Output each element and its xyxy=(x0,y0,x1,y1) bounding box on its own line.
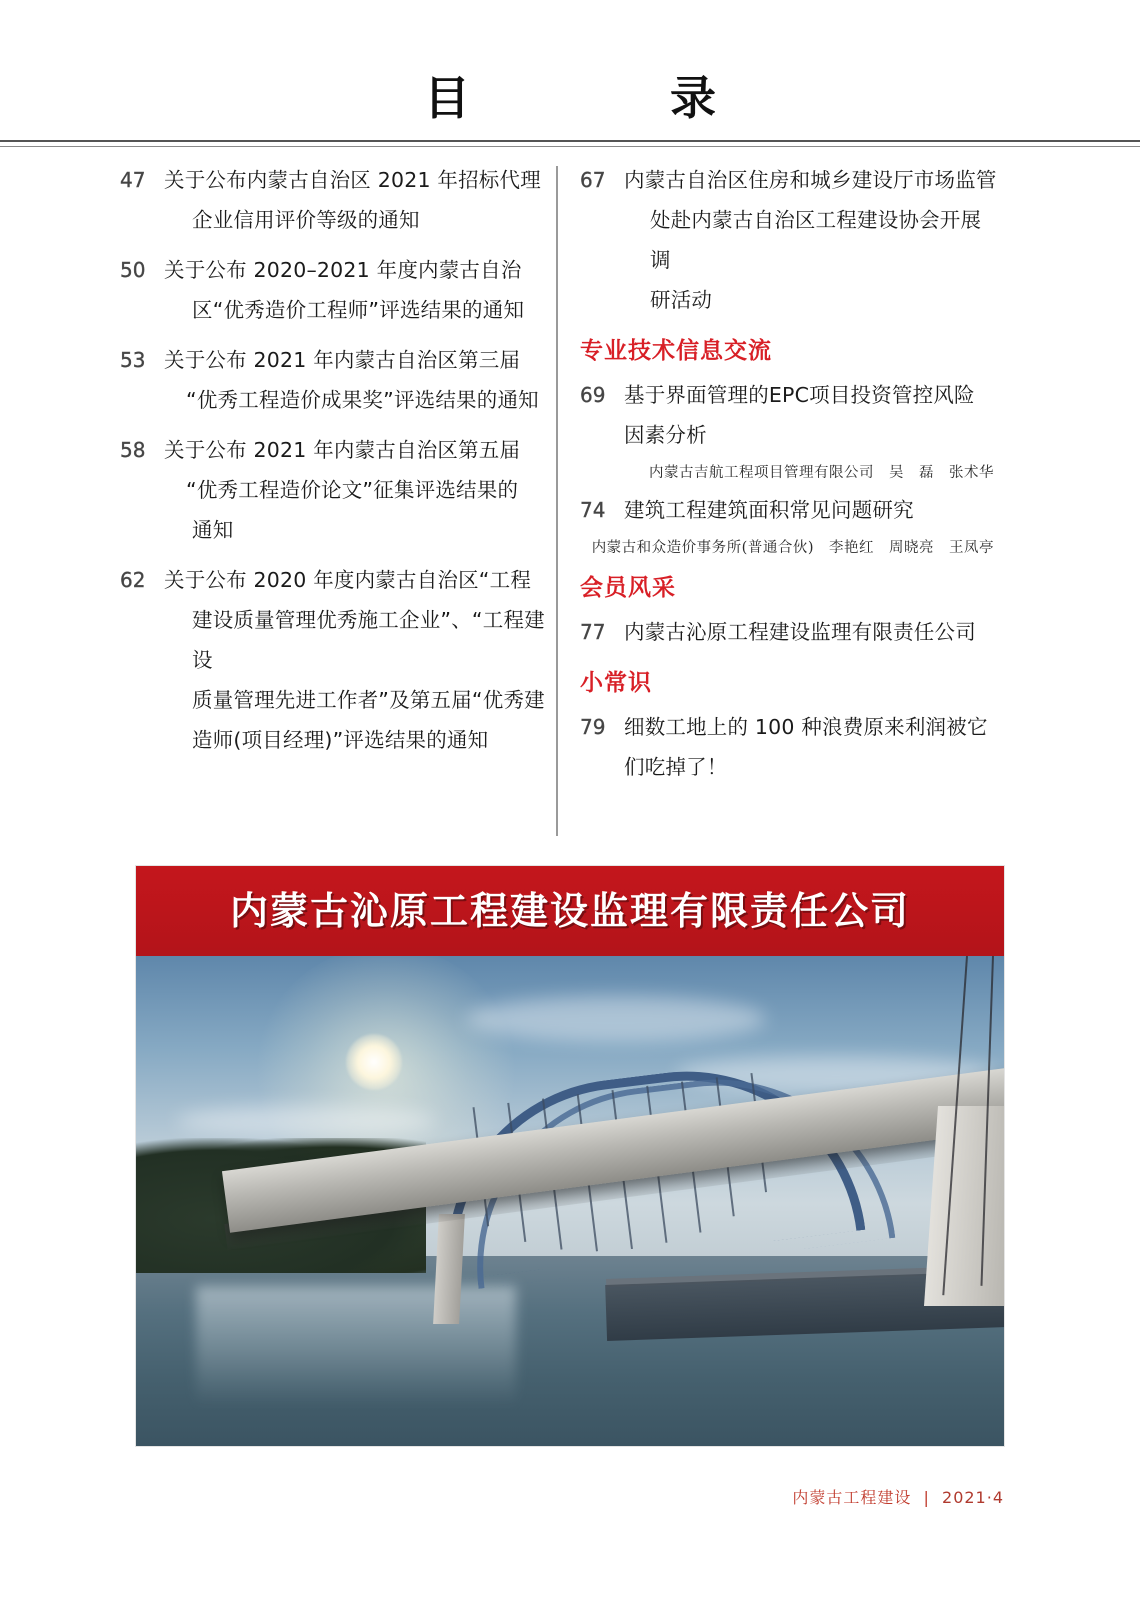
toc-page-number: 69 xyxy=(580,383,606,407)
toc-entry-authors: 内蒙古和众造价事务所(普通合伙) 李艳红 周晓亮 王凤亭 xyxy=(591,540,994,556)
toc-page-number: 50 xyxy=(120,258,146,282)
toc-entry-title: 细数工地上的 100 种浪费原来利润被它 们吃掉了！ xyxy=(624,715,988,779)
toc-right-column xyxy=(580,160,1000,797)
toc-page-number: 67 xyxy=(580,168,606,192)
toc-entry-title: 关于公布内蒙古自治区 2021 年招标代理 企业信用评价等级的通知 xyxy=(164,168,541,232)
toc-entry[interactable] xyxy=(120,160,550,240)
toc-entry[interactable] xyxy=(580,707,1000,787)
toc-entry-title: 关于公布 2021 年内蒙古自治区第三届 “优秀工程造价成果奖”评选结果的通知 xyxy=(164,348,539,412)
toc-page-number: 79 xyxy=(580,715,606,739)
toc-entry-title: 基于界面管理的EPC项目投资管控风险 因素分析 xyxy=(624,383,975,447)
toc-page-number: 62 xyxy=(120,568,146,592)
feature-photo-banner-text: 内蒙古沁原工程建设监理有限责任公司 xyxy=(229,888,910,933)
cloud-shape xyxy=(176,1106,436,1136)
toc-section-heading: 小常识 xyxy=(580,670,652,696)
page-footer xyxy=(792,1485,1004,1508)
sun-icon xyxy=(346,1034,402,1090)
toc-entry-title: 内蒙古沁原工程建设监理有限责任公司 xyxy=(624,620,976,644)
footer-publication: 内蒙古工程建设 xyxy=(792,1488,912,1507)
water-shimmer xyxy=(196,1286,516,1406)
header-rule-thin xyxy=(0,146,1140,147)
toc-entry[interactable] xyxy=(580,490,1000,530)
toc-entry-authors: 内蒙古吉航工程项目管理有限公司 吴 磊 张术华 xyxy=(649,465,994,481)
toc-page-number: 74 xyxy=(580,498,606,522)
toc-entry[interactable] xyxy=(580,375,1000,455)
feature-photo-image xyxy=(136,956,1004,1446)
toc-entry-title: 关于公布 2020–2021 年度内蒙古自治 区“优秀造价工程师”评选结果的通知 xyxy=(164,258,525,322)
feature-photo-block xyxy=(136,866,1004,1446)
toc-entry-title: 关于公布 2021 年内蒙古自治区第五届 “优秀工程造价论文”征集评选结果的 通知 xyxy=(164,438,521,542)
feature-photo-banner xyxy=(136,866,1004,956)
header-rule-thick xyxy=(0,140,1140,142)
bridge-abutment xyxy=(924,1106,1004,1306)
page-title: 目 录 xyxy=(424,71,752,125)
toc-section-heading: 专业技术信息交流 xyxy=(580,338,772,364)
toc-entry[interactable] xyxy=(120,340,550,420)
footer-issue: 2021·4 xyxy=(942,1488,1004,1507)
toc-page-number: 53 xyxy=(120,348,146,372)
toc-page-number: 77 xyxy=(580,620,606,644)
toc-entry-title: 关于公布 2020 年度内蒙古自治区“工程 建设质量管理优秀施工企业”、“工程建设 质量管理先进工作者”及第五届“优秀建 造师(项目经理)”评选结果的通知 xyxy=(164,568,545,752)
toc-entry[interactable] xyxy=(120,430,550,550)
toc-section-heading: 会员风采 xyxy=(580,575,676,601)
toc-entry[interactable] xyxy=(120,560,550,760)
toc-page-number: 47 xyxy=(120,168,146,192)
toc-entry[interactable] xyxy=(580,612,1000,652)
toc-page-number: 58 xyxy=(120,438,146,462)
toc-entry[interactable] xyxy=(580,160,1000,320)
footer-separator: | xyxy=(923,1488,930,1507)
toc-left-column xyxy=(120,160,550,770)
toc-entry[interactable] xyxy=(120,250,550,330)
cloud-shape xyxy=(466,996,766,1042)
toc-entry-title: 内蒙古自治区住房和城乡建设厅市场监管 处赴内蒙古自治区工程建设协会开展调 研活动 xyxy=(624,168,997,312)
column-divider xyxy=(556,166,558,836)
toc-entry-title: 建筑工程建筑面积常见问题研究 xyxy=(624,498,914,522)
